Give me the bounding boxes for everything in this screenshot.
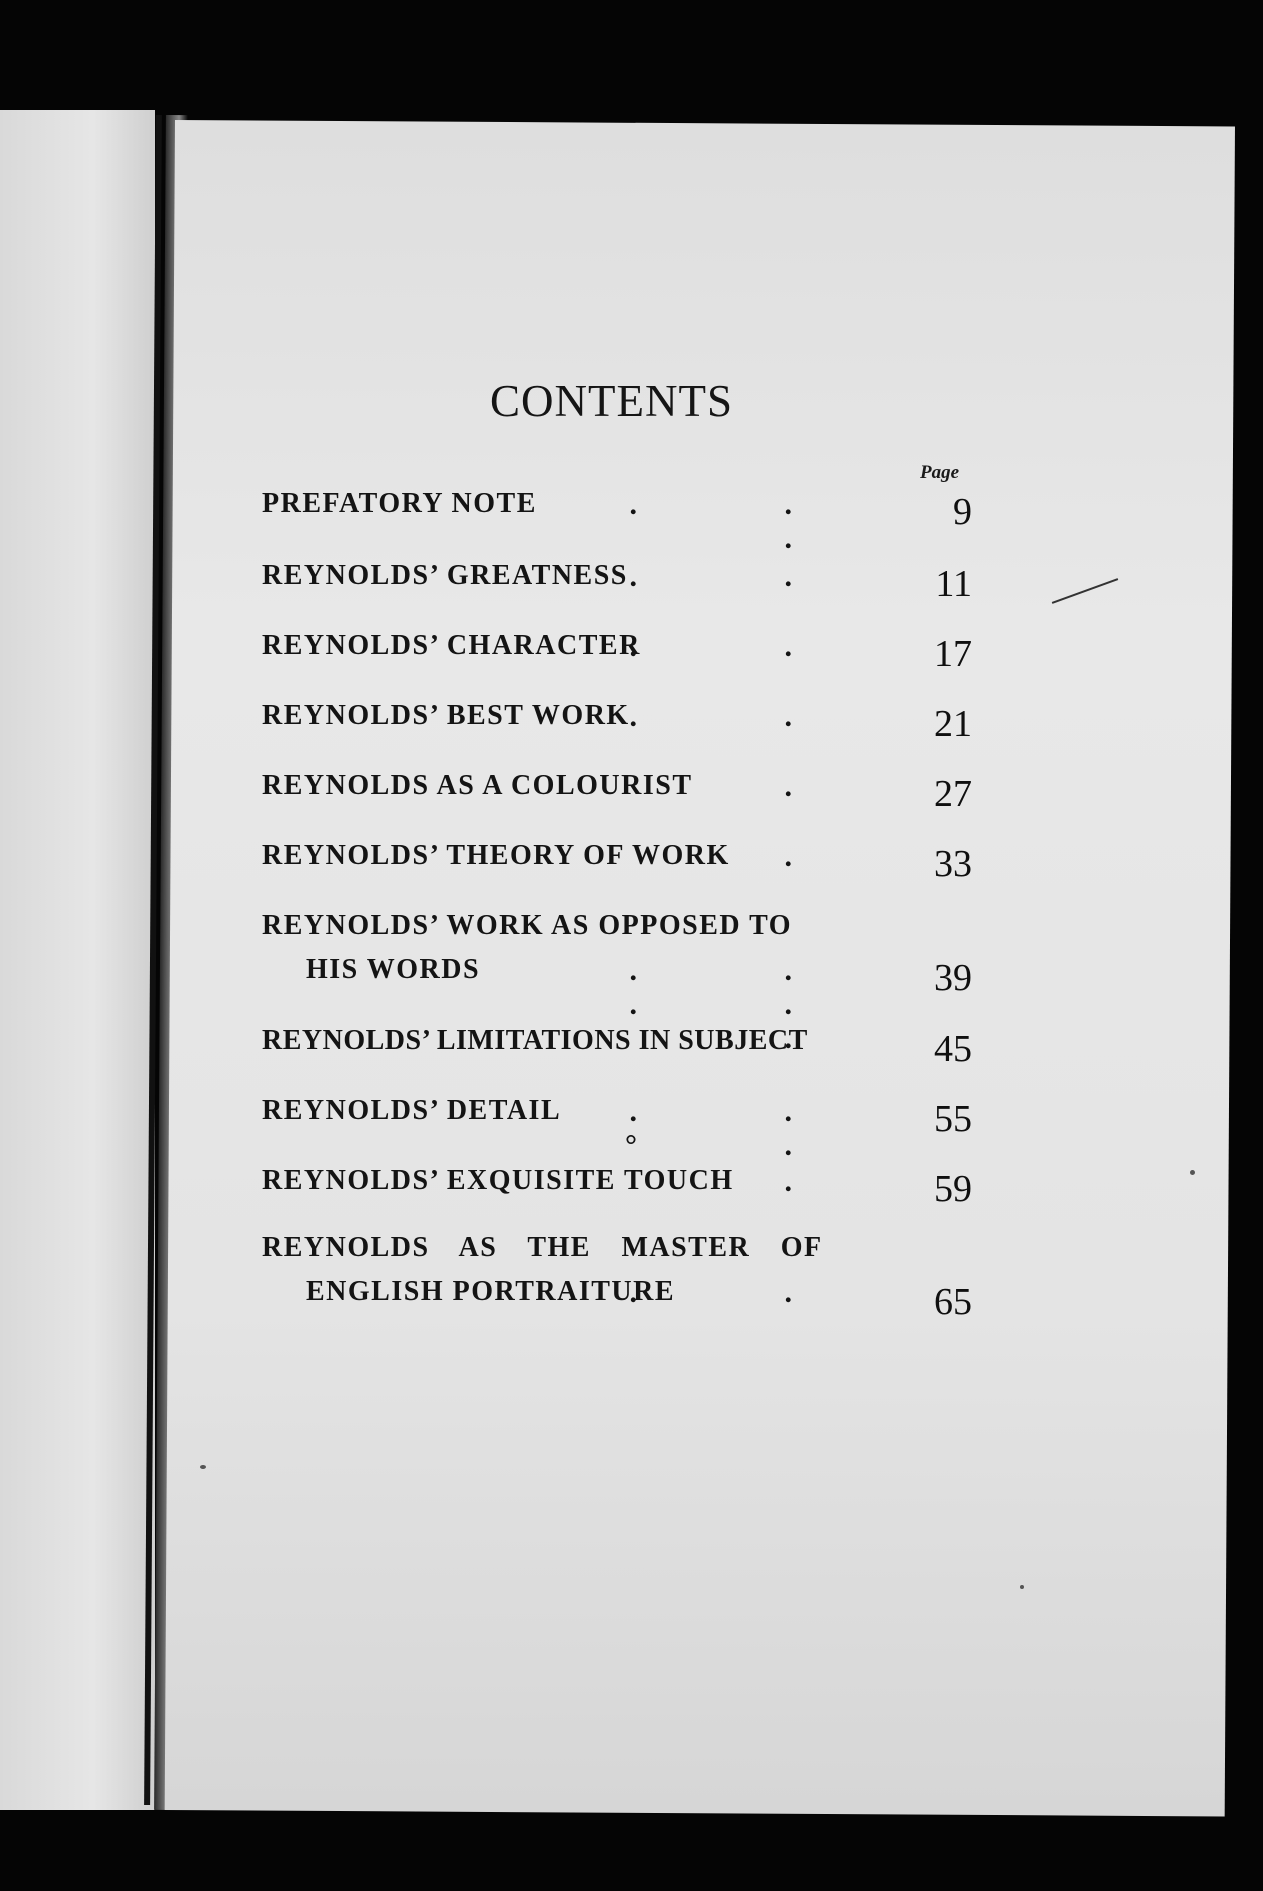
toc-entry[interactable] [262, 840, 972, 900]
toc-entry[interactable] [262, 1232, 972, 1342]
toc-entry-title-continued: HIS WORDS [306, 954, 481, 985]
toc-entry-title-continued: ENGLISH PORTRAITURE [306, 1276, 676, 1307]
toc-entry[interactable] [262, 1025, 972, 1085]
toc-leader-dots: . . [629, 560, 862, 593]
toc-page-number: 11 [935, 563, 972, 605]
toc-entry[interactable] [262, 770, 972, 830]
toc-leader-dots: . [784, 1165, 862, 1198]
toc-page-number: 39 [934, 957, 972, 999]
toc-page-number: 55 [934, 1098, 972, 1140]
toc-leader-dots: . [784, 770, 862, 803]
toc-entry[interactable] [262, 630, 972, 690]
toc-entry-title: REYNOLDS’ WORK AS OPPOSED TO [262, 910, 793, 941]
toc-leader-dots: . . . . . [629, 954, 862, 1055]
toc-entry-title: REYNOLDS’ DETAIL [262, 1095, 562, 1126]
page-column-label: Page [920, 462, 960, 483]
toc-page-number: 59 [934, 1168, 972, 1210]
toc-leader-dots: . . [629, 630, 862, 663]
contents-heading: CONTENTS [490, 376, 733, 426]
toc-entry-title: REYNOLDS’ EXQUISITE TOUCH [262, 1165, 734, 1196]
toc-entry-title: REYNOLDS AS A COLOURIST [262, 770, 693, 801]
toc-leader-dots: . . . [629, 488, 862, 555]
scan-speck [200, 1465, 206, 1469]
toc-entry[interactable] [262, 560, 972, 620]
toc-entry-title: REYNOLDS’ GREATNESS [262, 560, 628, 591]
toc-page-number: 45 [934, 1028, 972, 1070]
toc-page-number: 9 [953, 491, 972, 533]
toc-entry-title: REYNOLDS’ LIMITATIONS IN SUBJECT [262, 1025, 808, 1056]
scan-speck [1020, 1585, 1024, 1589]
toc-entry-title: REYNOLDS’ BEST WORK [262, 700, 630, 731]
toc-entry[interactable] [262, 1165, 972, 1225]
toc-entry-title: REYNOLDS AS THE MASTER OF [262, 1232, 823, 1263]
toc-leader-dots: . . [629, 1276, 862, 1309]
toc-page-number: 17 [934, 633, 972, 675]
toc-page-number: 27 [934, 773, 972, 815]
toc-leader-dots: . [784, 840, 862, 873]
toc-leader-dots: . . ° . [625, 1095, 862, 1162]
toc-page-number: 33 [934, 843, 972, 885]
toc-leader-dots: . . [629, 700, 862, 733]
toc-entry[interactable] [262, 488, 972, 555]
scan-speck [1190, 1170, 1195, 1175]
toc-page-number: 65 [934, 1281, 972, 1323]
toc-entry[interactable] [262, 1095, 972, 1162]
toc-entry[interactable] [262, 700, 972, 760]
toc-page-number: 21 [934, 703, 972, 745]
toc-entry-title: REYNOLDS’ CHARACTER [262, 630, 641, 661]
toc-entry-title: PREFATORY NOTE [262, 488, 537, 519]
facing-page-edge [0, 110, 155, 1810]
toc-entry-title: REYNOLDS’ THEORY OF WORK [262, 840, 730, 871]
